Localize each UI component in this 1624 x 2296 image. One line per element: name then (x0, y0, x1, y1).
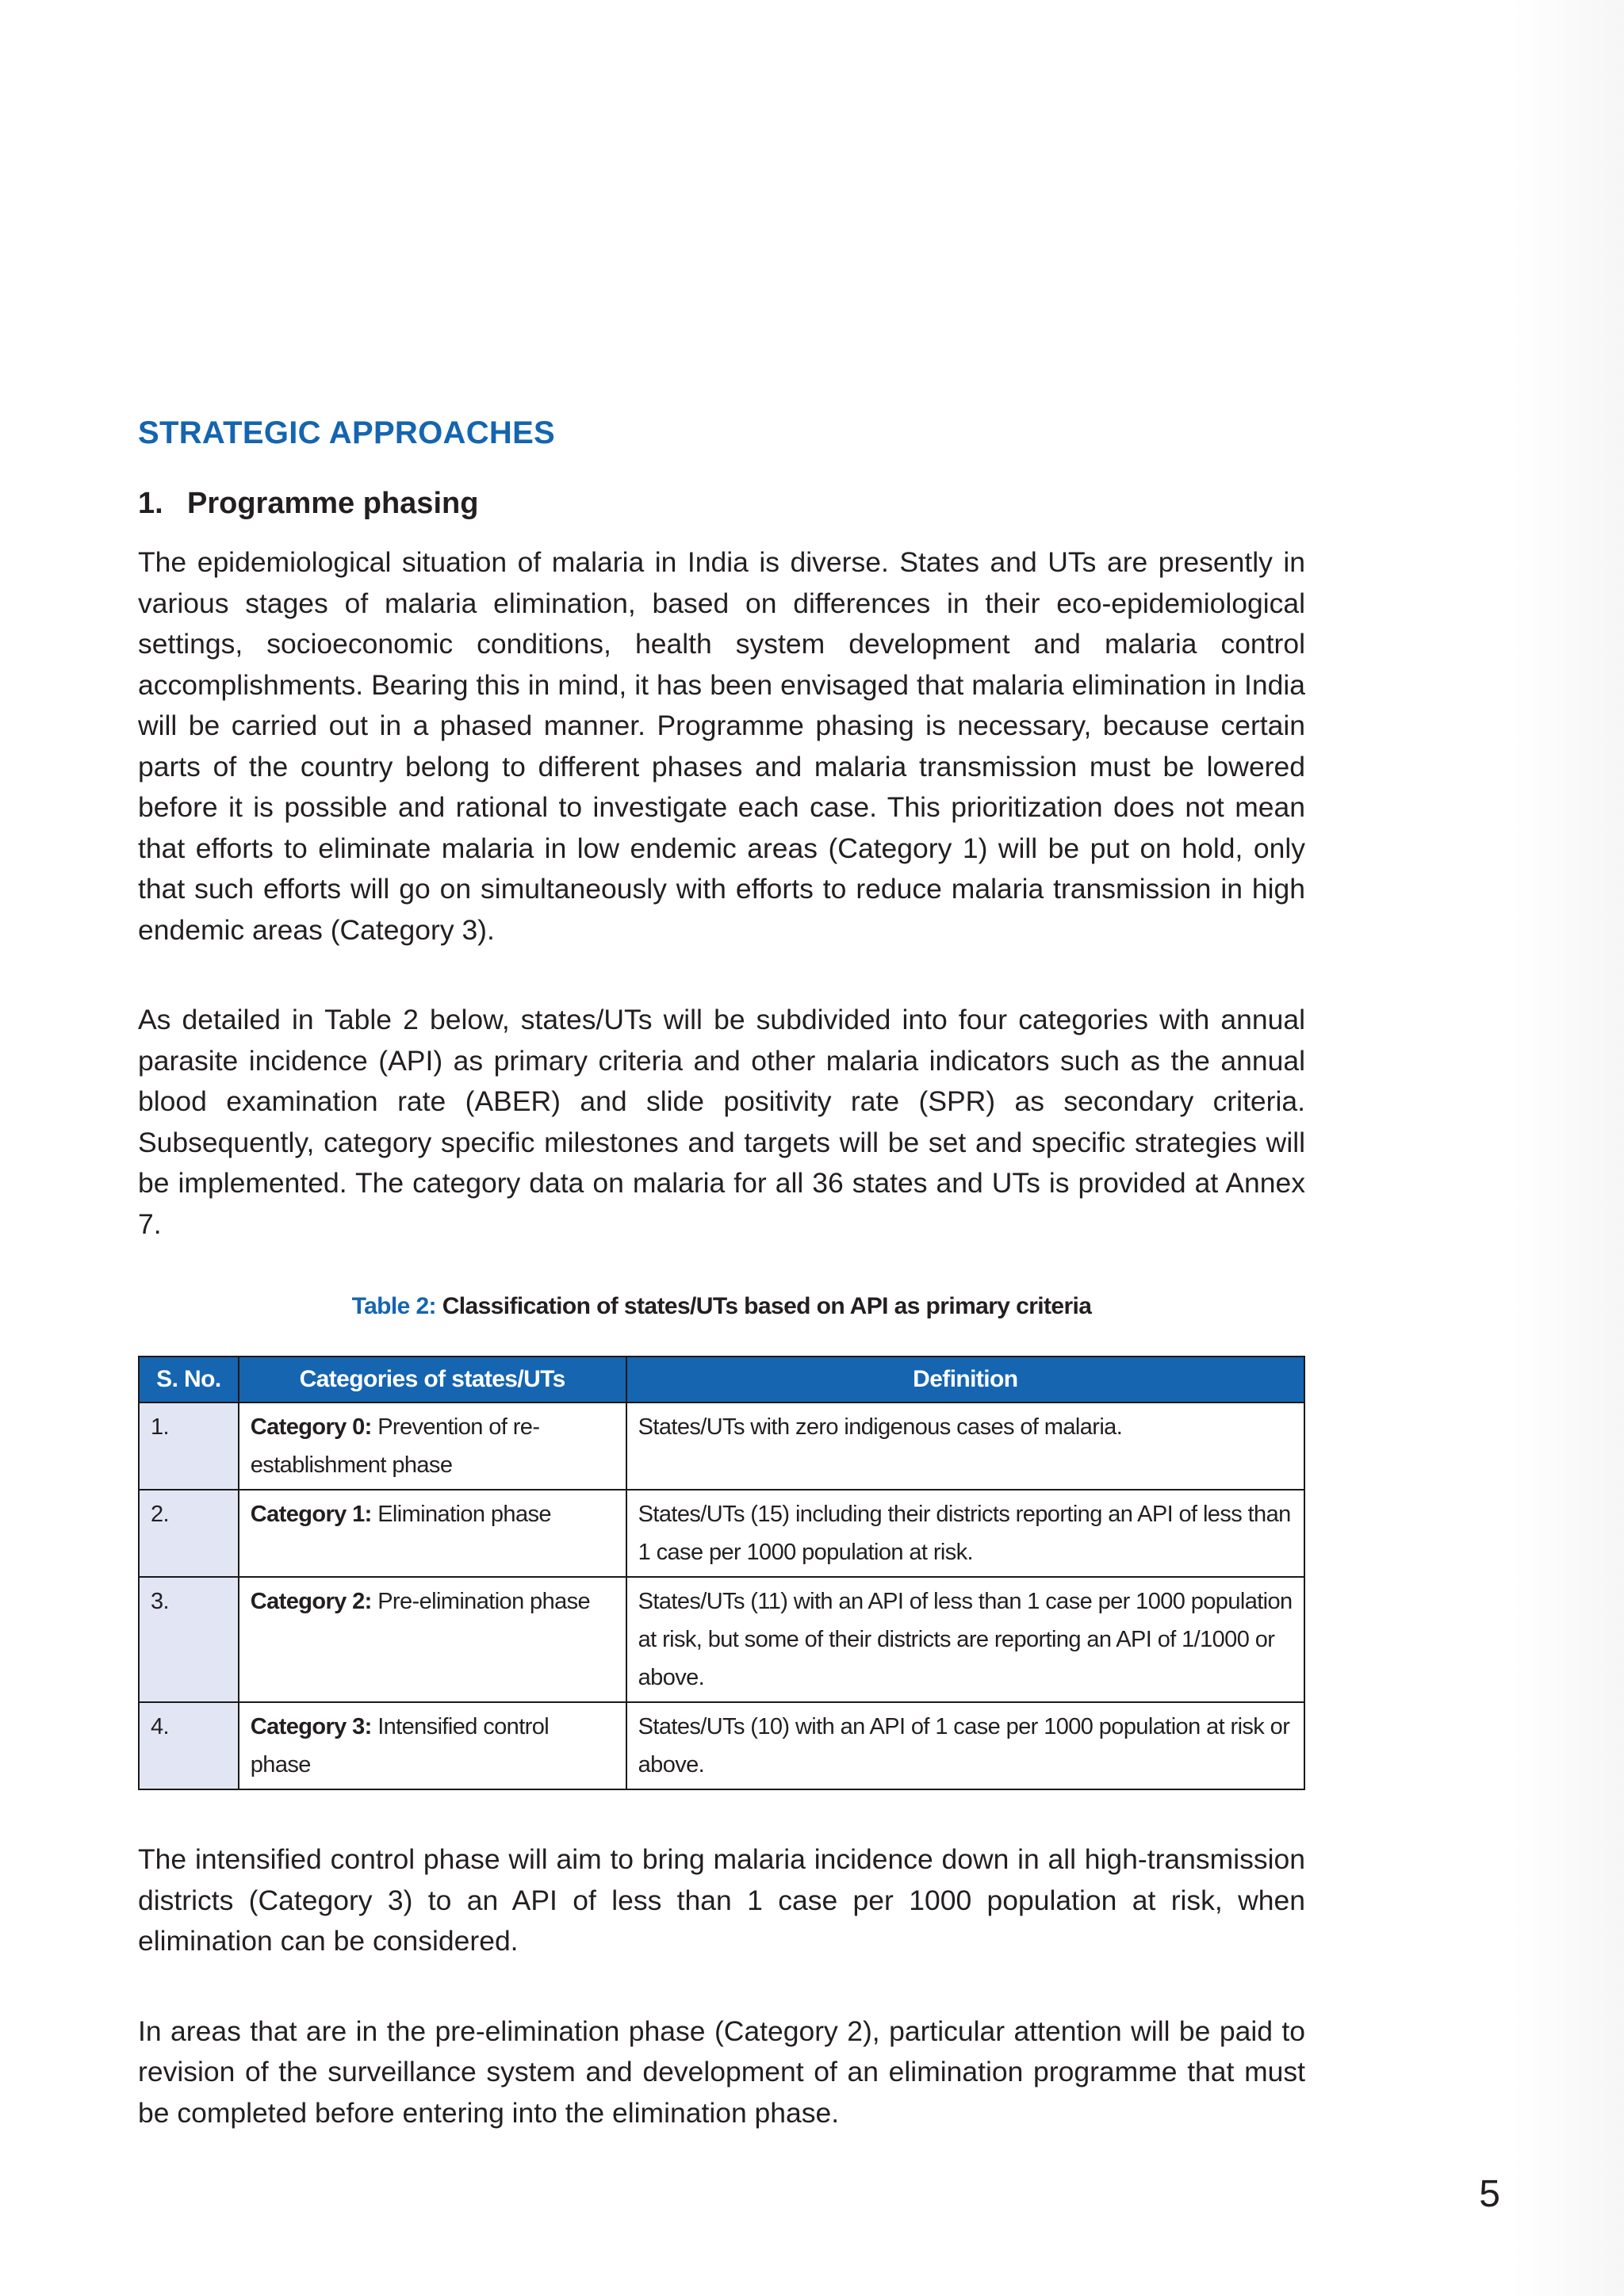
paragraph-table-intro: As detailed in Table 2 below, states/UTs will be subdivided into four categories with annual parasite incidence (API) as primary criteria and other malaria indicators such as the annual blood examination rate (ABER) and slide positivity rate (SPR) as secondary criteria. Subsequently, category specific milestones and targets will be set and specific strategies will be implemented. The category data on malaria for all 36 states and UTs is provided at Annex 7. (138, 1004, 1305, 1240)
row-category (239, 1490, 626, 1577)
table-row (139, 1702, 1304, 1789)
category-text: Prevention of re-establishment phase (250, 1414, 540, 1478)
row-category (239, 1577, 626, 1702)
category-label: Category 2: (250, 1589, 372, 1614)
category-label: Category 1: (250, 1502, 372, 1527)
paragraph-intensified-control: The intensified control phase will aim to bring malaria incidence down in all high-transmission districts (Category 3) to an API of less than 1 case per 1000 population at risk, when elimination can be considered. (138, 1843, 1305, 1957)
row-sno: 1. (139, 1402, 239, 1490)
row-sno: 4. (139, 1702, 239, 1789)
category-label: Category 0: (250, 1414, 372, 1440)
table-row (139, 1490, 1304, 1577)
subheading-number: 1. (138, 487, 163, 520)
table-header-row (139, 1357, 1304, 1402)
category-text: Pre-elimination phase (377, 1589, 591, 1614)
row-definition: States/UTs (10) with an API of 1 case per 1000 population at risk or above. (626, 1702, 1304, 1789)
row-definition: States/UTs (11) with an API of less than 1 case per 1000 population at risk, but some of their districts are reporting an API of 1/1000 or above. (626, 1577, 1304, 1702)
paragraph-pre-elimination: In areas that are in the pre-elimination phase (Category 2), particular attention will be paid to revision of the surveillance system and development of an elimination programme that must be completed before entering into the elimination phase. (138, 2015, 1305, 2129)
page-content (138, 404, 1305, 2133)
header-definition: Definition (626, 1357, 1304, 1402)
category-text: Elimination phase (377, 1502, 551, 1527)
table-caption-text: Classification of states/UTs based on API as primary criteria (442, 1293, 1092, 1319)
paragraph-programme-phasing: The epidemiological situation of malaria in India is diverse. States and UTs are presently in various stages of malaria elimination, based on differences in their eco-epidemiological settings, socioeconomic conditions, health system development and malaria control accomplishments. Bearing this in mind, it has been envisaged that malaria elimination in India will be carried out in a phased manner. Programme phasing is necessary, because certain parts of the country belong to different phases and malaria transmission must be lowered before it is possible and rational to investigate each case. This prioritization does not mean that efforts to eliminate malaria in low endemic areas (Category 1) will be put on hold, only that such efforts will go on simultaneously with efforts to reduce malaria transmission in high endemic areas (Category 3). (138, 546, 1305, 946)
table-caption-label: Table 2: (351, 1293, 436, 1319)
row-sno: 3. (139, 1577, 239, 1702)
row-definition: States/UTs with zero indigenous cases of malaria. (626, 1402, 1304, 1490)
table-row (139, 1577, 1304, 1702)
table-row (139, 1402, 1304, 1490)
subheading (138, 479, 1305, 528)
row-category (239, 1402, 626, 1490)
category-text: Intensified control phase (250, 1714, 550, 1777)
section-title: STRATEGIC APPROACHES (138, 415, 556, 450)
row-sno: 2. (139, 1490, 239, 1577)
header-sno: S. No. (139, 1357, 239, 1402)
category-label: Category 3: (250, 1714, 372, 1739)
row-definition: States/UTs (15) including their districts reporting an API of less than 1 case per 1000 population at risk. (626, 1490, 1304, 1577)
subheading-text: Programme phasing (187, 487, 479, 520)
header-category: Categories of states/UTs (239, 1357, 626, 1402)
classification-table (138, 1356, 1305, 1790)
page-number: 5 (1479, 2173, 1500, 2215)
row-category (239, 1702, 626, 1789)
table-caption (138, 1289, 1305, 1324)
